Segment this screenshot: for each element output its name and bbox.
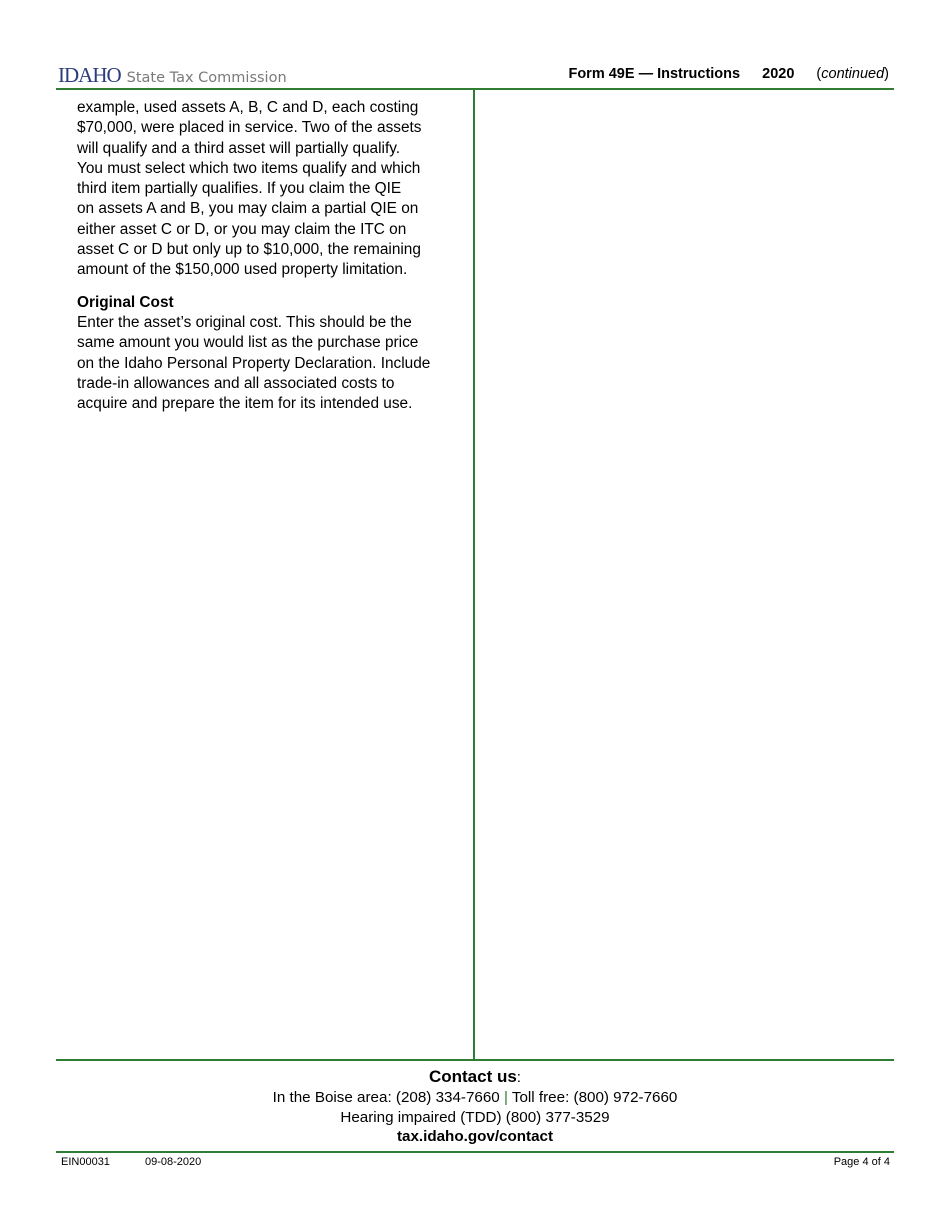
- phone-separator: |: [503, 1089, 508, 1106]
- continued-label: (continued): [816, 66, 889, 82]
- form-code: EIN00031: [61, 1156, 110, 1168]
- text-line: You must select which two items qualify and which: [77, 159, 421, 177]
- footer-divider: [56, 1151, 894, 1153]
- column-divider: [473, 89, 475, 1060]
- text-line: same amount you would list as the purchase price: [77, 334, 419, 352]
- boise-phone: In the Boise area: (208) 334-7660: [272, 1089, 500, 1106]
- text-line: example, used assets A, B, C and D, each costing: [77, 99, 419, 116]
- text-line: asset C or D but only up to $10,000, the remaining: [77, 241, 421, 259]
- text-line: amount of the $150,000 used property limitation.: [77, 261, 408, 279]
- text-line: on assets A and B, you may claim a partial QIE on: [77, 200, 419, 218]
- text-line: either asset C or D, or you may claim the ITC on: [77, 220, 407, 238]
- text-line: Enter the asset’s original cost. This should be the: [77, 313, 412, 331]
- idaho-tax-logo: [58, 63, 287, 87]
- revision-date: 09-08-2020: [145, 1156, 202, 1168]
- contact-title: Contact us: [428, 1067, 517, 1086]
- form-year: 2020: [762, 66, 795, 82]
- contact-website-link[interactable]: tax.idaho.gov/contact: [396, 1128, 554, 1145]
- page-number: Page 4 of 4: [833, 1156, 890, 1168]
- header-divider: [56, 88, 894, 90]
- agency-name: State Tax Commission: [126, 70, 287, 86]
- text-line: will qualify and a third asset will partially qualify.: [77, 139, 401, 157]
- contact-block: [56, 1066, 894, 1147]
- contact-phones: [56, 1088, 894, 1108]
- logo-mark: IDAHO: [58, 63, 121, 87]
- text-line: third item partially qualifies. If you claim the QIE: [77, 180, 402, 198]
- page-header: [56, 60, 894, 88]
- text-line: acquire and prepare the item for its intended use.: [77, 395, 413, 413]
- continued-text: continued: [821, 66, 885, 82]
- left-column: [77, 98, 462, 414]
- text-line: $70,000, were placed in service. Two of the assets: [77, 119, 422, 137]
- paragraph-example: [77, 98, 462, 281]
- contact-heading: [56, 1066, 894, 1088]
- section-heading: Original Cost: [77, 293, 174, 311]
- contact-title-colon: :: [516, 1069, 522, 1086]
- text-line: on the Idaho Personal Property Declaration. Include: [77, 354, 431, 372]
- section-original-cost: [77, 293, 462, 415]
- form-header-info: [568, 64, 889, 84]
- toll-free-phone: Toll free: (800) 972-7660: [511, 1089, 678, 1106]
- tdd-phone: Hearing impaired (TDD) (800) 377-3529: [340, 1108, 610, 1126]
- text-line: trade-in allowances and all associated costs to: [77, 374, 395, 392]
- content-bottom-divider: [56, 1059, 894, 1061]
- form-title: Form 49E — Instructions: [568, 66, 741, 82]
